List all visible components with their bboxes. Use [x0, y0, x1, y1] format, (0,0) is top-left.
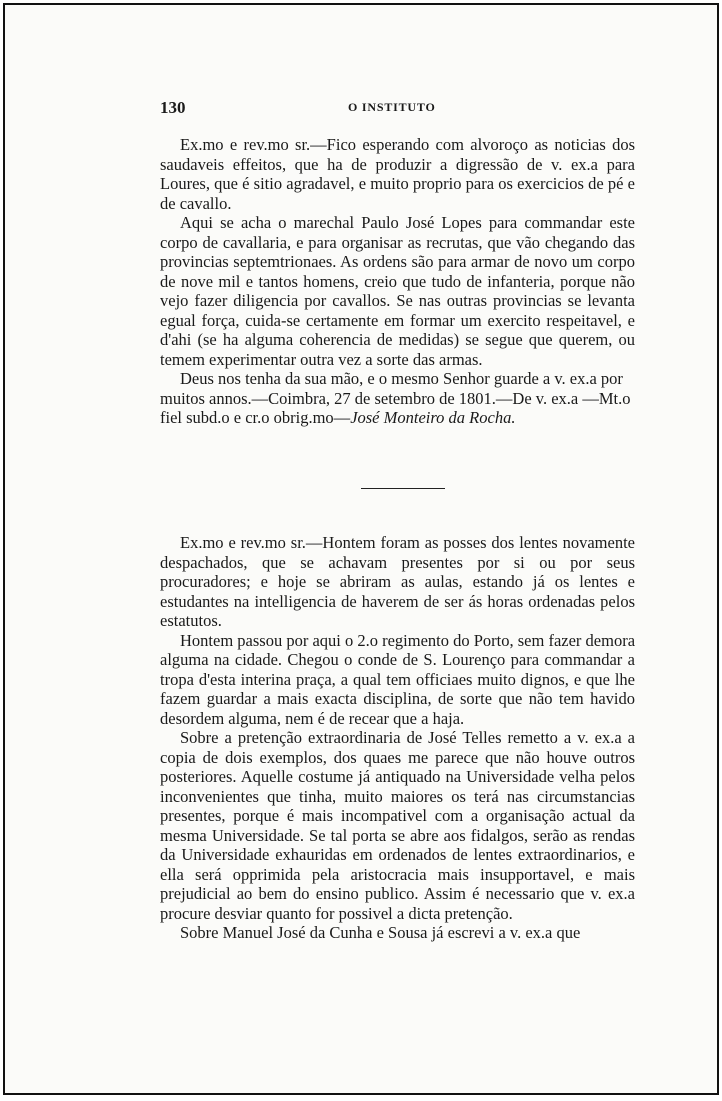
letter-2-paragraph-2: Hontem passou por aqui o 2.o regimento do Porto, sem fazer demora alguma na cidade. Chegou o conde de S. Lourenço para commandar a tropa d'esta interina praça, a qual tem officiaes muito dignos, e que lhe fazem guardar a mais exacta disciplina, de sorte que não tem havido desordem alguma, nem é de recear que a haja. [160, 630, 636, 728]
section-divider [361, 488, 445, 489]
letter-1-paragraph-2: Aqui se acha o marechal Paulo José Lopes para commandar este corpo de cavallaria, e para organisar as recrutas, que vão chegando das provincias septemtrionaes. As ordens são para armar de novo um corpo de nove mil e tantos homens, creio que tudo de infanteria, porque não vejo fazer diligencia por cavallos. Se nas outras provincias se levanta egual força, cuida-se certamente em formar um exercito respeitavel, e d'ahi (se ha alguma coherencia de medidas) se segue que querem, ou temem experimentar outra vez a sorte das armas. [160, 213, 635, 369]
page-header [160, 98, 635, 120]
letter-1 [160, 135, 635, 428]
page-number: 130 [160, 98, 186, 117]
letter-2 [160, 533, 635, 943]
running-title: O INSTITUTO [348, 100, 436, 114]
letter-1-closing [160, 369, 635, 428]
letter-2-paragraph-1: Ex.mo e rev.mo sr.—Hontem foram as posses dos lentes novamente despachados, que se achavam presentes por si ou por seus procuradores; e hoje se abriram as aulas, estando já os lentes e estudantes na intelligencia de haverem de ser ás horas ordenadas pelos estatutos. [160, 533, 635, 630]
book-page [3, 3, 719, 1095]
letter-2-paragraph-3: Sobre a pretenção extraordinaria de José Telles remetto a v. ex.a a copia de dois exemplos, dos quaes me parece que não houve outros posteriores. Aquelle costume já antiquado na Universidade velha pelos inconvenientes que tinha, muito maiores os terá nas circumstancias presentes, porque é mais incompativel com a organisação actual da mesma Universidade. Se tal porta se abre aos fidalgos, serão as rendas da Universidade exhauridas em ordenados de lentes extraordinarios, e ella será opprimida pela aristocracia mais insupportavel, e mais prejudicial ao bem do ensino publico. Assim é necessario que v. ex.a procure desviar quanto for possivel a dicta pretenção. [160, 728, 635, 923]
letter-2-paragraph-4: Sobre Manuel José da Cunha e Sousa já escrevi a v. ex.a que [180, 923, 581, 942]
signature: José Monteiro da Rocha. [350, 408, 516, 427]
closing-text: Deus nos tenha da sua mão, e o mesmo Senhor guarde a v. ex.a por muitos annos.—Coimbra, 27 de setembro de 1801.—De v. ex.a —Mt.o fiel subd.o e cr.o obrig.mo— [160, 369, 631, 427]
letter-1-paragraph-1: Ex.mo e rev.mo sr.—Fico esperando com alvoroço as noticias dos saudaveis effeitos, que ha de produzir a digressão de v. ex.a para Loures, que é sitio agradavel, e muito proprio para os exercicios de pé e de cavallo. [160, 135, 635, 213]
